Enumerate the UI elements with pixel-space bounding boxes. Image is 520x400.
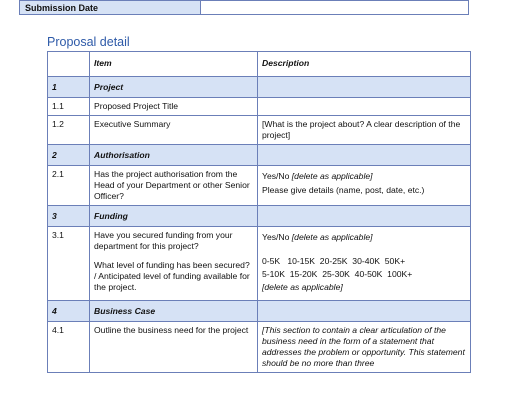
submission-date-value[interactable] — [201, 1, 469, 15]
row-num: 2.1 — [48, 166, 90, 206]
section-row-project — [48, 77, 471, 98]
section-num: 1 — [48, 77, 90, 98]
delete-note: [delete as applicable] — [291, 171, 373, 181]
section-blank — [258, 206, 471, 227]
table-row — [48, 98, 471, 116]
section-title: Authorisation — [90, 145, 258, 166]
row-num: 3.1 — [48, 227, 90, 301]
section-title: Business Case — [90, 301, 258, 322]
section-blank — [258, 301, 471, 322]
section-blank — [258, 145, 471, 166]
row-item: Proposed Project Title — [90, 98, 258, 116]
table-row — [48, 322, 471, 373]
section-num: 2 — [48, 145, 90, 166]
row-description[interactable]: [This section to contain a clear articulation of the business need in the form of a statement that addresses the problem or opportunity. This statement should be no more than three — [258, 322, 471, 373]
section-heading: Proposal detail — [47, 35, 130, 49]
funding-question: Have you secured funding from your department for this project? — [94, 230, 233, 251]
section-title: Project — [90, 77, 258, 98]
header-item: Item — [90, 52, 258, 77]
row-item: Outline the business need for the project — [90, 322, 258, 373]
funding-levels-line: 5-10K 15-20K 25-30K 40-50K 100K+ — [262, 269, 413, 279]
row-item: Executive Summary — [90, 116, 258, 145]
proposal-detail-table — [47, 51, 471, 373]
section-num: 3 — [48, 206, 90, 227]
delete-note: [delete as applicable] — [291, 232, 373, 242]
header-description: Description — [258, 52, 471, 77]
table-row — [48, 166, 471, 206]
submission-date-label: Submission Date — [20, 1, 201, 15]
table-row — [48, 116, 471, 145]
details-prompt: Please give details (name, post, date, etc.) — [262, 185, 425, 195]
funding-levels-line: 0-5K 10-15K 20-25K 30-40K 50K+ — [262, 256, 406, 266]
header-num — [48, 52, 90, 77]
delete-note: [delete as applicable] — [262, 282, 343, 292]
row-num: 1.2 — [48, 116, 90, 145]
row-description[interactable] — [258, 227, 471, 301]
section-num: 4 — [48, 301, 90, 322]
section-title: Funding — [90, 206, 258, 227]
row-item — [90, 227, 258, 301]
yes-no-text: Yes/No — [262, 171, 290, 181]
submission-table — [19, 0, 469, 15]
table-row — [48, 227, 471, 301]
row-num: 4.1 — [48, 322, 90, 373]
section-row-authorisation — [48, 145, 471, 166]
row-description[interactable]: [What is the project about? A clear description of the project] — [258, 116, 471, 145]
row-description[interactable] — [258, 166, 471, 206]
yes-no-text: Yes/No — [262, 232, 290, 242]
section-row-business-case — [48, 301, 471, 322]
row-description[interactable] — [258, 98, 471, 116]
funding-level-question: What level of funding has been secured? / Anticipated level of funding available for the project. — [94, 260, 250, 292]
section-blank — [258, 77, 471, 98]
row-item: Has the project authorisation from the Head of your Department or other Senior Officer? — [90, 166, 258, 206]
table-header-row — [48, 52, 471, 77]
section-row-funding — [48, 206, 471, 227]
row-num: 1.1 — [48, 98, 90, 116]
